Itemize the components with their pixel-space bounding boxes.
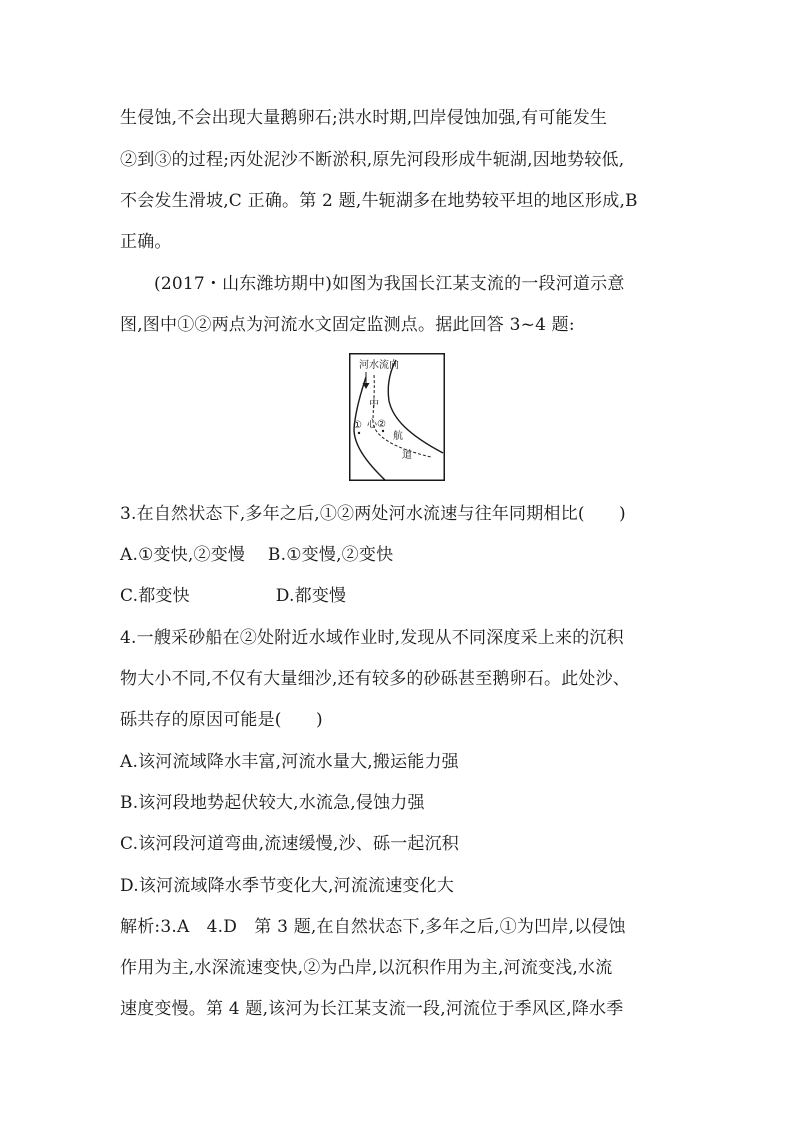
text-line: 不会发生滑坡,C 正确。第 2 题,牛轭湖多在地势较平坦的地区形成,B [120, 191, 638, 211]
channel-label-2: 道 [402, 450, 412, 461]
text-line: ②到③的过程;丙处泥沙不断淤积,原先河段形成牛轭湖,因地势较低, [120, 150, 625, 170]
analysis-text: 作用为主,水深流速变快,②为凸岸,以沉积作用为主,河流变浅,水流 [120, 958, 613, 978]
channel-label-1: 航 [393, 431, 403, 442]
river-diagram [349, 353, 445, 481]
monitoring-point-2 [382, 430, 384, 432]
question-4-stem: 物大小不同,不仅有大量细沙,还有较多的砂砾甚至鹅卵石。此处沙、 [120, 669, 631, 689]
question-4-option-d: D.该河流域降水季节变化大,河流流速变化大 [120, 876, 455, 896]
text-line: 正确。 [120, 232, 172, 252]
question-4-stem: 砾共存的原因可能是( ) [120, 710, 323, 730]
monitoring-point-2-label: ② [377, 419, 386, 430]
question-3-options-cd: C.都变快 D.都变慢 [120, 586, 347, 606]
center-channel-label-2: 心 [367, 419, 377, 430]
text-line: 图,图中①②两点为河流水文固定监测点。据此回答 3~4 题: [120, 315, 575, 335]
center-channel-label-1: 中 [369, 399, 379, 410]
question-4-option-a: A.该河流域降水丰富,河流水量大,搬运能力强 [120, 752, 459, 772]
text-line: 生侵蚀,不会出现大量鹅卵石;洪水时期,凹岸侵蚀加强,有可能发生 [120, 108, 608, 128]
flow-direction-label: 河水流向 [359, 360, 399, 371]
river-channel-figure [349, 353, 445, 481]
question-4-option-c: C.该河段河道弯曲,流速缓慢,沙、砾一起沉积 [120, 834, 460, 854]
question-4-option-b: B.该河段地势起伏较大,水流急,侵蚀力强 [120, 793, 425, 813]
monitoring-point-1-label: ① [353, 420, 362, 431]
question-3-stem: 3.在自然状态下,多年之后,①②两处河水流速与往年同期相比( ) [120, 504, 626, 524]
question-4-stem: 4.一艘采砂船在②处附近水域作业时,发现从不同深度采上来的沉积 [120, 628, 624, 648]
analysis-text: 解析:3.A 4.D 第 3 题,在自然状态下,多年之后,①为凹岸,以侵蚀 [120, 917, 626, 937]
question-3-options-ab: A.①变快,②变慢 B.①变慢,②变快 [120, 545, 394, 565]
monitoring-point-1 [358, 432, 360, 434]
text-line: (2017・山东潍坊期中)如图为我国长江某支流的一段河道示意 [154, 274, 625, 294]
analysis-text: 速度变慢。第 4 题,该河为长江某支流一段,河流位于季风区,降水季 [120, 999, 624, 1019]
